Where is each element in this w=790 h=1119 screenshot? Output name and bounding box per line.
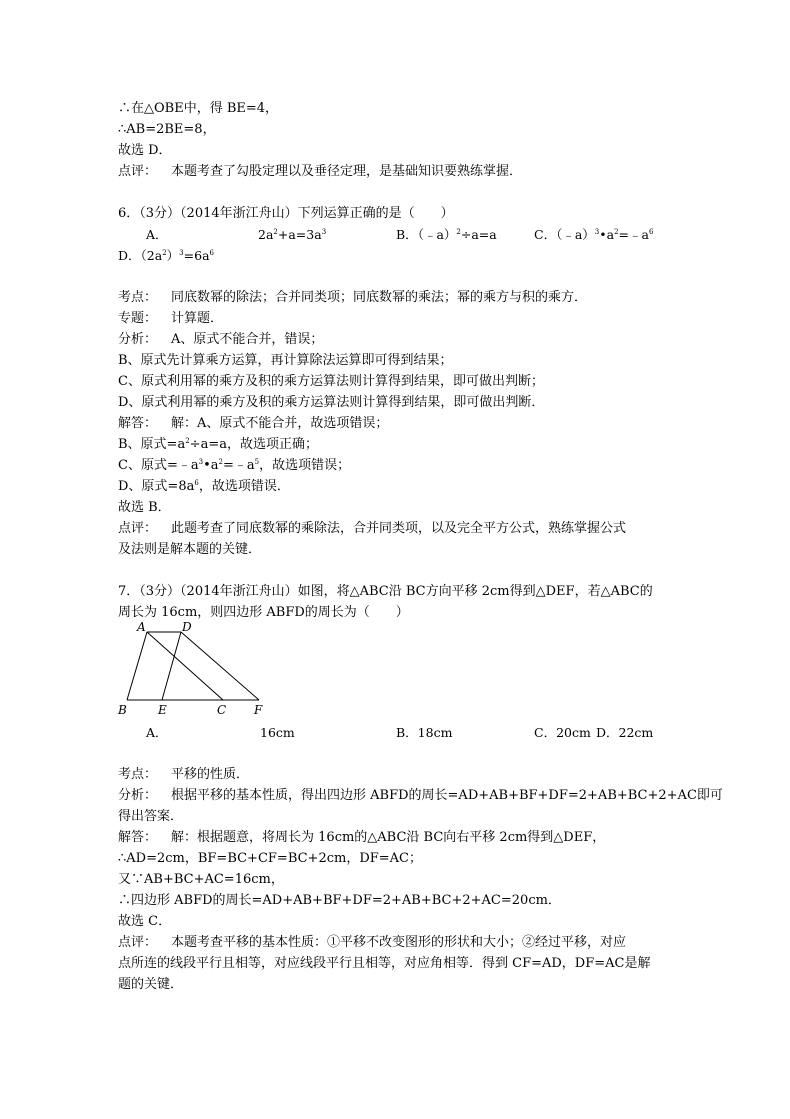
q6-comment: 点评： 此题考查了同底数幂的乘除法，合并同类项，以及完全平方公式，熟练掌握公式	[118, 521, 627, 536]
prev-line-3: 故选 D．	[118, 143, 172, 158]
q7-jieda: 解答： 解：根据题意，将周长为 16cm的△ABC沿 BC向右平移 2cm得到△DEF，	[118, 830, 606, 845]
q7-option-a-label: A．	[146, 725, 168, 740]
point-label-f: F	[254, 703, 263, 717]
point-label-c: C	[217, 703, 227, 717]
q6-comment-2: 及法则是解本题的关键．	[118, 542, 262, 557]
q7-option-c: C．20cm	[534, 725, 591, 740]
point-label-d: D	[182, 620, 192, 634]
q6-zhuanti: 专题： 计算题．	[118, 311, 224, 326]
q7-figure	[110, 618, 280, 720]
point-label-b: B	[118, 703, 127, 717]
prev-line-1: ∴在△OBE中，得 BE=4，	[118, 101, 279, 116]
text: 本题考查了勾股定理以及垂径定理，是基础知识要熟练掌握．	[171, 164, 523, 179]
q6-jieda: 解答： 解：A、原式不能合并，故选项错误；	[118, 416, 389, 431]
q7-fenxi: 分析： 根据平移的基本性质，得出四边形 ABFD的周长=AD+AB+BF+DF=2+AB+BC+2+AC即可	[118, 788, 723, 803]
point-label-e: E	[158, 703, 167, 717]
q7-fenxi-2: 得出答案．	[118, 809, 184, 824]
q6-kaodian: 考点： 同底数幂的除法；合并同类项；同底数幂的乘法；幂的乘方与积的乘方．	[118, 290, 588, 305]
segment-df	[181, 632, 259, 700]
q7-comment: 点评： 本题考查平移的基本性质：①平移不改变图形的形状和大小；②经过平移，对应	[118, 935, 627, 950]
segment-ac	[147, 632, 223, 700]
q6-jieda-c: C、原式$=﹣a^3•a^2=﹣a^5$，故选项错误；	[118, 458, 351, 473]
q7-kaodian: 考点： 平移的性质．	[118, 767, 250, 782]
prev-comment	[118, 161, 522, 182]
q6-option-b: B．（﹣a）$^2$÷a=a	[396, 227, 497, 242]
q6-fenxi-3: C、原式利用幂的乘方及积的乘方运算法则计算得到结果，即可做出判断；	[118, 374, 544, 389]
q6-fenxi-4: D、原式利用幂的乘方及积的乘方运算法则计算得到结果，即可做出判断．	[118, 395, 545, 410]
q6-option-c: C．$(﹣a)^3•a^2=﹣a^6$	[534, 227, 654, 242]
q7-stem-1: 7．（3分）（2014年浙江舟山）如图，将△ABC沿 BC方向平移 2cm得到△DEF，若△ABC的	[118, 584, 653, 599]
q6-fenxi: 分析： A、原式不能合并，错误；	[118, 332, 324, 347]
q6-jieda-b: B、原式$=a^2\div a=a$，故选项正确；	[118, 437, 318, 452]
q7-choose: 故选 C．	[118, 914, 172, 929]
q6-choose: 故选 B．	[118, 500, 171, 515]
q6-stem: 6．（3分）（2014年浙江舟山）下列运算正确的是（ ）	[118, 206, 454, 221]
q7-jieda-3: 又∵AB+BC+AC=16cm，	[118, 872, 284, 887]
label: 点评：	[118, 164, 158, 179]
q7-comment-2: 点所连的线段平行且相等，对应线段平行且相等，对应角相等．得到 CF=AD，DF=AC是解	[118, 956, 651, 971]
q6-option-a-label: A．	[146, 227, 168, 242]
q7-comment-3: 题的关键．	[118, 977, 184, 992]
point-label-a: A	[137, 620, 146, 634]
q6-jieda-d: D、原式$=8a^6$，故选项错误．	[118, 479, 290, 494]
prev-line-2: ∴AB=2BE=8，	[118, 122, 216, 137]
q7-jieda-2: ∴AD=2cm，BF=BC+CF=BC+2cm，DF=AC；	[118, 851, 422, 866]
q7-option-d: D．22cm	[596, 725, 654, 740]
segment-ab	[127, 632, 147, 700]
q6-option-a: $2a^2+a=3a^3$	[258, 227, 327, 242]
q7-stem-2: 周长为 16cm，则四边形 ABFD的周长为（ ）	[118, 605, 409, 620]
q7-option-a: 16cm	[260, 725, 295, 740]
q6-fenxi-2: B、原式先计算乘方运算，再计算除法运算即可得到结果；	[118, 353, 453, 368]
q7-option-b: B．18cm	[396, 725, 453, 740]
segment-de	[162, 632, 181, 700]
q7-jieda-4: ∴四边形 ABFD的周长=AD+AB+BF+DF=2+AB+BC+2+AC=20cm．	[118, 893, 561, 908]
q6-option-d: D．$(2a^2)^3=6a^6$	[118, 248, 214, 263]
